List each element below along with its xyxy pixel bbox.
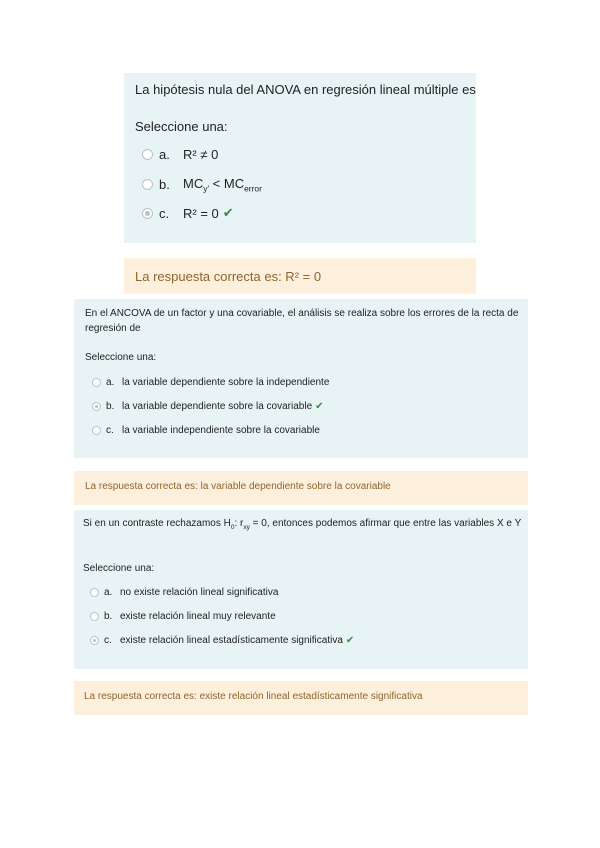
- feedback-1: La respuesta correcta es: R² = 0: [124, 258, 476, 294]
- radio-a[interactable]: [142, 149, 153, 160]
- option-letter: c.: [104, 635, 112, 646]
- radio-b[interactable]: [142, 179, 153, 190]
- option-letter: a.: [104, 587, 113, 598]
- option-text: no existe relación lineal significativa: [120, 587, 279, 598]
- check-icon: ✔: [315, 401, 324, 412]
- question-2: [74, 299, 528, 458]
- option-c[interactable]: [92, 425, 320, 436]
- radio-a[interactable]: [92, 378, 101, 387]
- check-icon: ✔: [222, 205, 234, 220]
- select-prompt: Seleccione una:: [135, 119, 228, 134]
- option-b[interactable]: [142, 176, 262, 194]
- option-text: existe relación lineal muy relevante: [120, 611, 276, 622]
- radio-c[interactable]: [90, 636, 99, 645]
- option-c[interactable]: [90, 635, 354, 646]
- option-text: existe relación lineal estadísticamente significativa: [120, 635, 343, 646]
- radio-c[interactable]: [92, 426, 101, 435]
- radio-b[interactable]: [90, 612, 99, 621]
- select-prompt: Seleccione una:: [83, 563, 155, 574]
- radio-c[interactable]: [142, 208, 153, 219]
- question-text: La hipótesis nula del ANOVA en regresión lineal múltiple es: [135, 82, 476, 97]
- option-a[interactable]: [92, 377, 329, 388]
- question-text: En el ANCOVA de un factor y una covariable, el análisis se realiza sobre los errores de la recta de regresión de: [85, 308, 519, 334]
- option-text: R² ≠ 0: [183, 147, 219, 162]
- question-1: [124, 73, 476, 243]
- option-b[interactable]: [90, 611, 276, 622]
- feedback-3: La respuesta correcta es: existe relación lineal estadísticamente significativa: [74, 681, 528, 715]
- option-letter: b.: [104, 611, 113, 622]
- option-letter: b.: [106, 401, 115, 412]
- option-text: la variable dependiente sobre la covariable: [122, 401, 313, 412]
- option-text: R² = 0: [183, 205, 219, 221]
- radio-a[interactable]: [90, 588, 99, 597]
- option-b[interactable]: [92, 401, 324, 412]
- option-text: la variable dependiente sobre la independiente: [122, 377, 330, 388]
- option-text: $MC_{y'} < MC_{error}$: [183, 176, 262, 194]
- feedback-2: La respuesta correcta es: la variable dependiente sobre la covariable: [74, 471, 528, 505]
- option-text: la variable independiente sobre la covariable: [122, 425, 320, 436]
- option-letter: c.: [106, 425, 114, 436]
- option-letter: b.: [159, 177, 170, 193]
- question-text: Si en un contraste rechazamos $H_0$: $r_{xy} = 0$, entonces podemos afirmar que entre las variables X e Y: [83, 518, 522, 531]
- option-letter: a.: [159, 147, 170, 162]
- option-c[interactable]: [142, 205, 234, 221]
- option-a[interactable]: [142, 147, 218, 162]
- option-a[interactable]: [90, 587, 278, 598]
- option-letter: c.: [159, 205, 170, 221]
- question-3: [74, 510, 528, 669]
- check-icon: ✔: [345, 635, 355, 646]
- select-prompt: Seleccione una:: [85, 352, 157, 363]
- radio-b[interactable]: [92, 402, 101, 411]
- option-letter: a.: [106, 377, 115, 388]
